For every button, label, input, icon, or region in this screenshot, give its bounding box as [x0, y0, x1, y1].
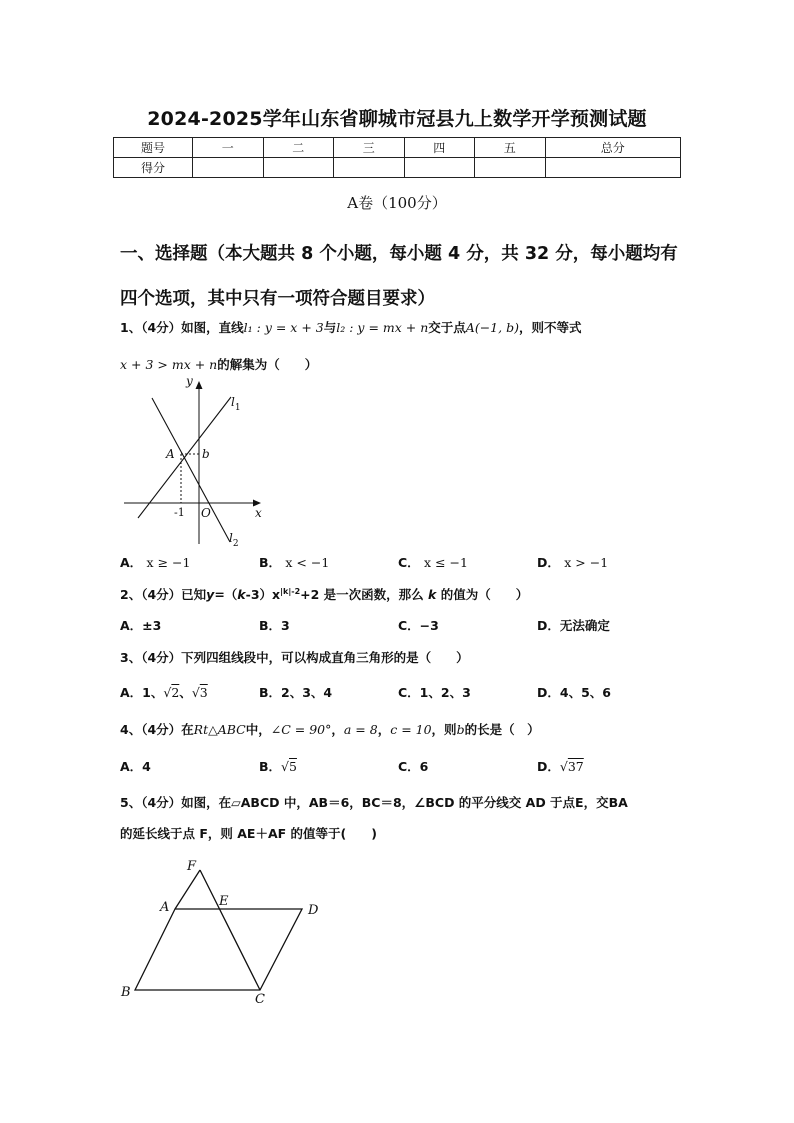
question-3: 3、（4分）下列四组线段中，可以构成直角三角形的是（ ）: [120, 650, 469, 665]
label-A: A: [160, 900, 170, 915]
segment-fc: [200, 870, 260, 990]
table-row: [114, 138, 681, 158]
q1-text: 的解集为（ ）: [217, 357, 318, 372]
parallelogram-abcd: [135, 909, 302, 990]
q1-text: 交于点: [428, 320, 466, 335]
q2-option-c[interactable]: C．−3: [398, 618, 439, 633]
q3-option-d[interactable]: D．4、5、6: [537, 685, 611, 700]
score-cell[interactable]: [193, 158, 264, 178]
score-cell[interactable]: [334, 158, 405, 178]
q1-text: 1、（4分）如图，直线: [120, 320, 244, 335]
q5-parallelogram-figure: [115, 852, 330, 1010]
table-cell: 二: [263, 138, 334, 158]
label-y: y: [186, 374, 193, 388]
label-b: b: [202, 447, 210, 461]
q4-option-b[interactable]: B．√5: [259, 759, 297, 774]
q1-option-b[interactable]: B． x < −1: [259, 555, 330, 570]
q2-option-a[interactable]: A．±3: [120, 618, 162, 633]
page-title: 2024-2025学年山东省聊城市冠县九上数学开学预测试题: [147, 108, 647, 130]
score-cell[interactable]: [404, 158, 475, 178]
question-4: 4、（4分）在Rt△ABC中，∠C = 90°，a = 8，c = 10，则b的长是（ ）: [120, 722, 540, 737]
q1-option-c[interactable]: C． x ≤ −1: [398, 555, 468, 570]
score-cell[interactable]: [545, 158, 681, 178]
label-l1: $l_1$: [231, 395, 241, 413]
q3-option-b[interactable]: B．2、3、4: [259, 685, 333, 700]
q1-option-d[interactable]: D． x > −1: [537, 555, 609, 570]
q1-math-l1: l₁ : y = x + 3: [243, 320, 324, 335]
question-5-line-1: 5、（4分）如图，在▱ABCD 中，AB＝6，BC＝8，∠BCD 的平分线交 AD 于点E，交BA: [120, 795, 628, 810]
table-cell: 总分: [545, 138, 681, 158]
q1-option-a[interactable]: A． x ≥ −1: [120, 555, 191, 570]
label-neg1: -1: [174, 506, 185, 519]
label-A: A: [166, 447, 175, 461]
question-5-line-2: 的延长线于点 F，则 AE＋AF 的值等于( ): [120, 826, 377, 841]
q2-option-b[interactable]: B．3: [259, 618, 290, 633]
table-row: [114, 158, 681, 178]
question-1-line-2: [120, 355, 317, 373]
label-C: C: [255, 992, 265, 1007]
label-O: O: [201, 506, 211, 520]
label-l2: $l_2$: [229, 531, 239, 549]
line-l2: [152, 398, 230, 542]
q3-option-c[interactable]: C．1、2、3: [398, 685, 471, 700]
q3-option-a[interactable]: A．1、√2、√3: [120, 685, 208, 700]
q2-option-d[interactable]: D．无法确定: [537, 618, 610, 633]
label-B: B: [121, 985, 131, 1000]
q1-graph-figure: [118, 372, 278, 552]
table-cell: 五: [475, 138, 546, 158]
q1-math-point: A(−1, b): [465, 320, 519, 335]
table-cell: 题号: [114, 138, 193, 158]
q4-option-a[interactable]: A．4: [120, 759, 151, 774]
label-D: D: [308, 903, 319, 918]
section-heading: 一、选择题（本大题共 8 个小题，每小题 4 分，共 32 分，每小题均有四个选项，其中只有一项符合题目要求）: [120, 244, 678, 309]
q4-option-c[interactable]: C．6: [398, 759, 429, 774]
question-1-line-1: [120, 318, 581, 336]
score-cell[interactable]: [263, 158, 334, 178]
q1-text: ，则不等式: [518, 320, 582, 335]
question-2: 2、（4分）已知$y=(k-3)x^{|k|-2}+2$ 是一次函数，那么 k 的值为（ ）: [120, 586, 529, 602]
section-subhead: A卷（100分）: [347, 194, 447, 212]
table-cell: 得分: [114, 158, 193, 178]
score-table: [113, 137, 681, 178]
y-axis-arrow-icon: [196, 381, 203, 389]
segment-af: [175, 870, 200, 909]
label-x: x: [255, 506, 262, 520]
table-cell: 四: [404, 138, 475, 158]
table-cell: 一: [193, 138, 264, 158]
label-E: E: [219, 894, 229, 909]
q4-option-d[interactable]: D．√37: [537, 759, 584, 774]
score-cell[interactable]: [475, 158, 546, 178]
label-F: F: [187, 859, 197, 874]
q1-text: 与: [323, 320, 337, 335]
q1-math-l2: l₂ : y = mx + n: [336, 320, 429, 335]
q1-math-inequality: x + 3 > mx + n: [120, 357, 218, 372]
table-cell: 三: [334, 138, 405, 158]
